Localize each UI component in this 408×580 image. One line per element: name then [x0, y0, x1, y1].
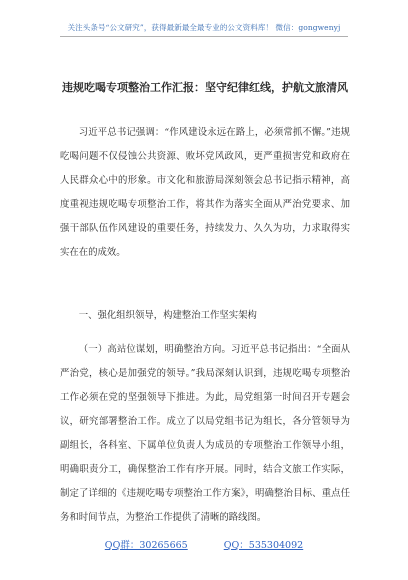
- footer-contacts: [0, 537, 408, 551]
- subsection-paragraph: （一）高站位谋划，明确整治方向。习近平总书记指出：“全面从严治党，核心是加强党的领导。”我局深刻认识到，违规吃喝专项整治工作必须在党的坚强领导下推进。为此，局党组第一时间召开专题会议，研究部署整治工作。成立了以局党组书记为组长，各分管领导为副组长，各科室、下属单位负责人为成员的专项整治工作领导小组，明确职责分工，确保整治工作有序开展。同时，结合文旅工作实际，制定了详细的《违规吃喝专项整治工作方案》，明确整治目标、重点任务和时间节点，为整治工作提供了清晰的路线图。: [60, 344, 350, 523]
- section-heading: 一、强化组织领导，构建整治工作坚实架构: [78, 310, 257, 321]
- footer-qq-group: QQ群：30265665: [104, 540, 188, 551]
- document-title: 违规吃喝专项整治工作汇报：坚守纪律红线，护航文旅清风: [62, 81, 348, 94]
- intro-paragraph: 习近平总书记强调：“作风建设永远在路上，必须常抓不懈。”违规吃喝问题不仅侵蚀公共资源、败坏党风政风，更严重损害党和政府在人民群众心中的形象。市文化和旅游局深刻领会总书记指示精神，高度重视违规吃喝专项整治工作，将其作为落实全面从严治党要求、加强干部队伍作风建设的重要任务，持续发力、久久为功，力求取得实实在在的成效。: [60, 127, 350, 258]
- header-divider: [60, 36, 348, 37]
- header-promo-note: 关注头条号“公文研究”，获得最新最全最专业的公文资料库！ 微信：gongwenyj: [67, 23, 341, 32]
- footer-qq-number: QQ：535304092: [223, 540, 304, 551]
